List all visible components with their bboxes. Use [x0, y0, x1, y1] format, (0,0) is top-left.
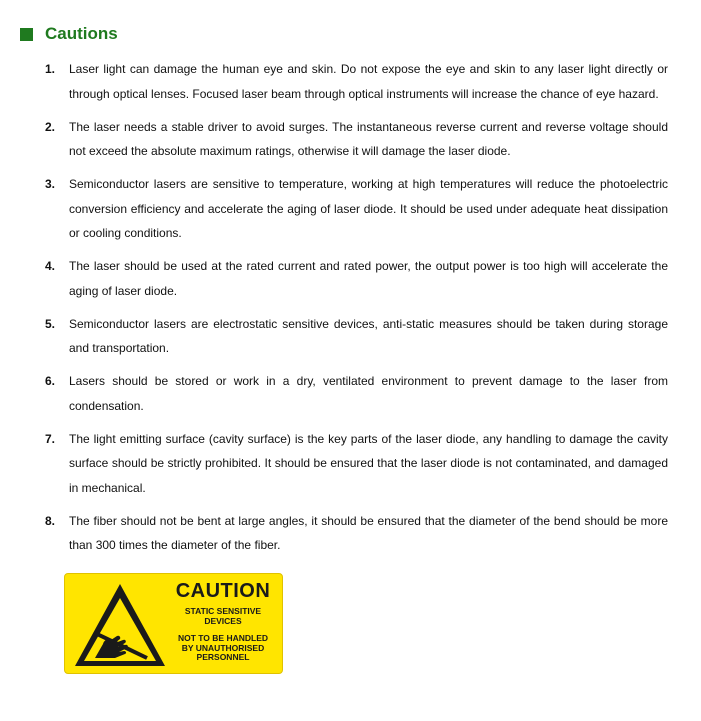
item-number: 3.: [45, 177, 56, 191]
caution-subtitle: [169, 607, 277, 626]
caution-line: BY UNAUTHORISED: [181, 642, 265, 653]
item-number: 6.: [45, 374, 56, 388]
item-text: The light emitting surface (cavity surface) is the key parts of the laser diode, any handling to damage the cavity surface should be strictly prohibited. It should be ensured that the laser diode is not contaminated, and damaged in mechanical.: [69, 431, 668, 495]
list-item: [45, 312, 668, 361]
list-item: [45, 509, 668, 558]
item-text: The laser needs a stable driver to avoid surges. The instantaneous reverse current and reverse voltage should not exceed the absolute maximum ratings, otherwise it will damage the laser diode.: [69, 119, 668, 158]
item-number: 7.: [45, 431, 56, 446]
item-text: Semiconductor lasers are sensitive to temperature, working at high temperatures will reduce the photoelectric conversion efficiency and accelerate the aging of laser diode. It should be used under adequate heat dissipation or cooling conditions.: [69, 177, 668, 240]
caution-title: CAUTION: [175, 580, 271, 602]
caution-warning: [169, 634, 277, 663]
list-item: [45, 427, 668, 501]
item-number: 4.: [45, 259, 56, 273]
list-item: [45, 369, 668, 418]
square-bullet-icon: [20, 28, 33, 41]
section-heading: [20, 24, 118, 44]
list-item: [45, 115, 668, 164]
item-text: The fiber should not be bent at large angles, it should be ensured that the diameter of the bend should be more than 300 times the diameter of the fiber.: [69, 513, 668, 552]
item-text: Lasers should be stored or work in a dry, ventilated environment to prevent damage to the laser from condensation.: [69, 374, 668, 413]
esd-warning-icon: [73, 582, 167, 668]
item-text: Semiconductor lasers are electrostatic sensitive devices, anti-static measures should be taken during storage and transportation.: [69, 316, 668, 355]
cautions-list: [45, 57, 668, 566]
list-item: [45, 57, 668, 106]
list-item: [45, 254, 668, 303]
section-title: Cautions: [45, 24, 118, 43]
caution-line: DEVICES: [204, 615, 242, 626]
caution-label: [64, 573, 283, 674]
item-number: 1.: [45, 62, 56, 76]
caution-line: NOT TO BE HANDLED: [177, 633, 269, 643]
item-text: Laser light can damage the human eye and skin. Do not expose the eye and skin to any laser light directly or through optical lenses. Focused laser beam through optical instruments will increase the chance of eye hazard.: [69, 62, 668, 101]
caution-line: STATIC SENSITIVE: [184, 606, 262, 616]
item-number: 5.: [45, 316, 56, 331]
list-item: [45, 172, 668, 246]
caution-line: PERSONNEL: [196, 652, 250, 662]
item-text: The laser should be used at the rated current and rated power, the output power is too high will accelerate the aging of laser diode.: [69, 259, 668, 298]
item-number: 2.: [45, 119, 56, 134]
item-number: 8.: [45, 513, 56, 528]
